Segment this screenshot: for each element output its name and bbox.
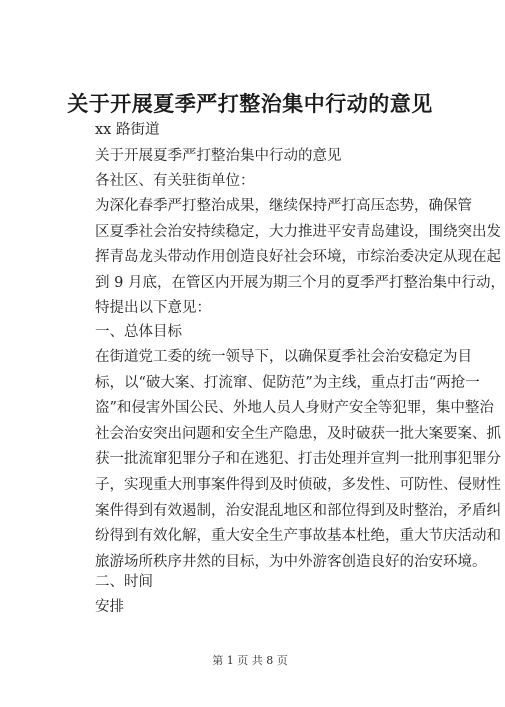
subtitle-line: 关于开展夏季严打整治集中行动的意见 [95,148,342,164]
paragraph-line: 区夏季社会治安持续稳定，大力推进平安青岛建设，围绕突出发 [95,223,501,240]
author-line: xx 路街道 [95,122,160,138]
section-item-arrangement: 安排 [95,599,124,615]
paragraph-line: 为深化春季严打整治成果，继续保持严打高压态势，确保管 [95,198,472,214]
paragraph-goals [95,345,501,575]
section-heading-goals: 一、总体目标 [95,324,182,340]
paragraph-line: 案件得到有效遏制，治安混乱地区和部位得到及时整治，矛盾纠 [95,502,501,519]
salutation: 各社区、有关驻街单位： [95,173,255,189]
paragraph-line: 挥青岛龙头带动作用创造良好社会环境，市综治委决定从现在起 [95,249,501,266]
paragraph-line: 获一批流窜犯罪分子和在逃犯、打击处理并宣判一批刑事犯罪分 [95,451,501,468]
paragraph-line: 社会治安突出问题和安全生产隐患，及时破获一批大案要案、抓 [95,425,501,442]
document-title: 关于开展夏季严打整治集中行动的意见 [67,91,433,116]
paragraph-line: 盗”和侵害外国公民、外地人员人身财产安全等犯罪，集中整治 [95,400,494,417]
paragraph-line: 特提出以下意见： [95,300,211,317]
paragraph-line: 标，以“破大案、打流窜、促防范”为主线，重点打击“两抢一 [95,374,480,391]
paragraph-intro [95,194,505,322]
paragraph-line: 纷得到有效化解，重大安全生产事故基本杜绝，重大节庆活动和 [95,528,501,545]
paragraph-line: 旅游场所秩序井然的目标，为中外游客创造良好的治安环境。 [95,553,487,570]
section-heading-time: 二、时间 [95,574,153,590]
paragraph-line: 子，实现重大刑事案件得到及时侦破，多发性、可防性、侵财性 [95,476,501,493]
page-indicator: 第 1 页 共 8 页 [212,654,288,667]
paragraph-line: 到 9 月底，在管区内开展为期三个月的夏季严打整治集中行动， [95,274,505,291]
paragraph-line: 在街道党工委的统一领导下，以确保夏季社会治安稳定为目 [95,349,472,365]
